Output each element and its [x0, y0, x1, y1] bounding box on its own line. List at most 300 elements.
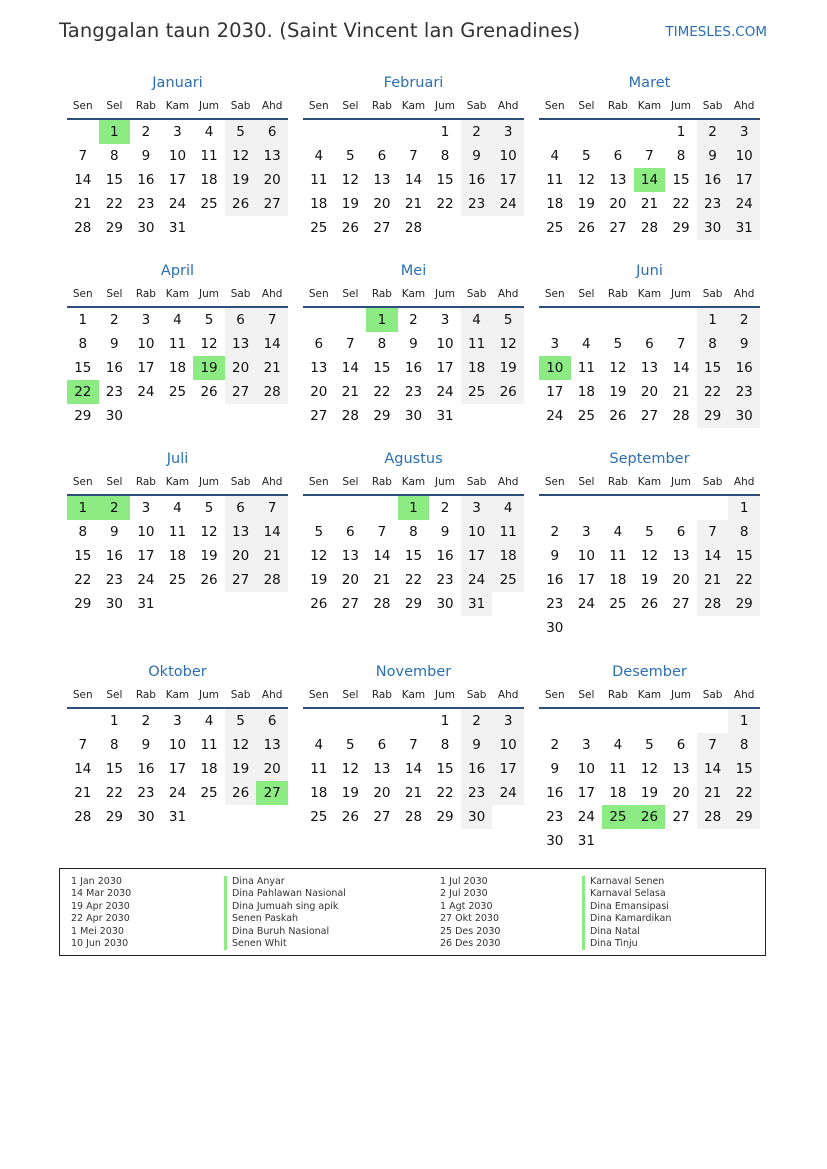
month-maret: [539, 72, 760, 260]
day-cell: 14: [74, 761, 92, 777]
weekday-label: Sel: [578, 100, 595, 112]
legend-entry: 1 Agt 2030: [440, 900, 493, 912]
weekday-label: Ahd: [261, 288, 283, 300]
empty-cell: [571, 709, 603, 733]
weekday-label: Kam: [401, 288, 426, 300]
day-cell: 31: [461, 592, 493, 616]
empty-cell: [697, 496, 729, 520]
week-row: [303, 144, 524, 168]
legend-entry: 1 Jan 2030: [71, 876, 122, 887]
legend-entry: 10 Jun 2030: [71, 938, 129, 950]
day-cell: 8: [78, 524, 88, 540]
day-cell: 6: [225, 308, 257, 332]
day-cell: 7: [645, 148, 654, 164]
day-cell: 25: [310, 809, 328, 825]
holiday-day-cell: 14: [634, 168, 666, 192]
holiday-day-cell: 1: [99, 120, 131, 144]
month-januari: [67, 72, 288, 260]
day-cell: 2: [697, 120, 729, 144]
day-cell: 12: [225, 733, 257, 757]
day-cell: 26: [200, 572, 218, 588]
day-cell: 13: [640, 360, 659, 376]
day-cell: 3: [492, 120, 524, 144]
day-cell: 18: [168, 360, 187, 376]
day-cell: 27: [310, 408, 328, 424]
weekday-label: Rab: [371, 100, 392, 112]
empty-cell: [335, 709, 367, 733]
day-cell: 2: [141, 124, 151, 140]
month-name: Mei: [400, 263, 427, 279]
day-cell: 11: [200, 148, 218, 164]
day-cell: 25: [200, 785, 218, 801]
day-cell: 14: [373, 548, 391, 564]
day-cell: 14: [256, 332, 288, 356]
day-cell: 27: [373, 220, 391, 236]
day-cell: 16: [546, 572, 564, 588]
day-cell: 15: [728, 757, 760, 781]
day-cell: 10: [577, 548, 595, 564]
day-cell: 21: [341, 384, 359, 400]
day-cell: 27: [609, 220, 627, 236]
day-cell: 21: [640, 196, 659, 212]
day-cell: 21: [697, 568, 729, 592]
weekday-label: Sen: [544, 476, 565, 488]
day-cell: 10: [492, 733, 524, 757]
day-cell: 17: [137, 548, 155, 564]
day-cell: 11: [310, 761, 328, 777]
empty-cell: [634, 829, 666, 853]
empty-cell: [665, 616, 697, 640]
day-cell: 17: [728, 168, 760, 192]
empty-cell: [303, 496, 335, 520]
holiday-day-cell: 1: [67, 496, 99, 520]
empty-cell: [398, 709, 430, 733]
week-row: [67, 356, 288, 380]
day-cell: 2: [461, 120, 493, 144]
day-cell: 27: [640, 408, 659, 424]
week-row: [67, 308, 288, 332]
day-cell: 14: [672, 360, 690, 376]
weekday-label: Jum: [199, 288, 220, 300]
day-cell: 15: [105, 172, 123, 188]
week-row: [67, 168, 288, 192]
weekday-label: Sab: [466, 100, 487, 112]
day-cell: 26: [225, 192, 257, 216]
weekday-label: Rab: [135, 100, 156, 112]
day-cell: 23: [105, 384, 123, 400]
weekday-label: Rab: [371, 689, 392, 701]
day-cell: 8: [377, 336, 387, 352]
day-cell: 23: [137, 785, 155, 801]
day-cell: 16: [461, 757, 493, 781]
empty-cell: [256, 404, 288, 428]
week-row: [303, 308, 524, 332]
day-cell: 14: [74, 172, 92, 188]
empty-cell: [225, 592, 257, 616]
day-cell: 31: [728, 216, 760, 240]
day-cell: 3: [461, 496, 493, 520]
weekday-label: Kam: [165, 100, 190, 112]
weekday-label: Sab: [466, 689, 487, 701]
day-cell: 7: [256, 308, 288, 332]
day-cell: 18: [310, 785, 328, 801]
day-cell: 15: [404, 548, 423, 564]
day-cell: 21: [404, 785, 423, 801]
month-name: Desember: [612, 664, 687, 680]
day-cell: 24: [461, 568, 493, 592]
day-cell: 16: [137, 761, 155, 777]
day-cell: 19: [341, 785, 359, 801]
day-cell: 18: [492, 544, 524, 568]
week-row: [303, 733, 524, 757]
day-cell: 1: [440, 124, 450, 140]
day-cell: 26: [200, 384, 218, 400]
week-row: [67, 781, 288, 805]
weekday-header: [67, 94, 288, 120]
holiday-day-cell: 26: [634, 805, 666, 829]
day-cell: 11: [609, 548, 627, 564]
weekday-label: Rab: [607, 288, 628, 300]
weekday-label: Ahd: [497, 288, 519, 300]
day-cell: 11: [168, 336, 187, 352]
week-row: [303, 216, 524, 240]
week-row: [303, 120, 524, 144]
empty-cell: [634, 308, 666, 332]
weekday-label: Ahd: [733, 689, 755, 701]
month-name: Maret: [628, 75, 671, 91]
empty-cell: [697, 709, 729, 733]
weekday-label: Sel: [106, 288, 123, 300]
day-cell: 20: [672, 785, 690, 801]
day-cell: 5: [582, 148, 591, 164]
day-cell: 7: [377, 524, 387, 540]
day-cell: 28: [697, 592, 729, 616]
month-mei: [303, 260, 524, 448]
day-cell: 2: [461, 709, 493, 733]
day-cell: 20: [256, 757, 288, 781]
day-cell: 29: [672, 220, 690, 236]
weekday-label: Sen: [72, 288, 93, 300]
day-cell: 11: [577, 360, 595, 376]
week-row: [67, 332, 288, 356]
holiday-legend: [59, 868, 766, 956]
week-row: [539, 520, 760, 544]
day-cell: 25: [609, 596, 627, 612]
day-cell: 23: [105, 572, 123, 588]
weekday-header: [303, 282, 524, 308]
day-cell: 22: [728, 781, 760, 805]
empty-cell: [162, 592, 194, 616]
week-row: [303, 568, 524, 592]
day-cell: 29: [105, 220, 123, 236]
day-cell: 3: [173, 713, 182, 729]
page-title: Tanggalan taun 2030. (Saint Vincent lan Grenadines): [59, 19, 581, 42]
month-name: Agustus: [384, 451, 443, 467]
empty-cell: [697, 829, 729, 853]
weekday-label: Ahd: [733, 100, 755, 112]
empty-cell: [366, 709, 398, 733]
day-cell: 1: [440, 713, 450, 729]
day-cell: 13: [310, 360, 328, 376]
day-cell: 4: [550, 148, 560, 164]
empty-cell: [303, 308, 335, 332]
day-cell: 10: [137, 336, 155, 352]
day-cell: 28: [404, 809, 423, 825]
day-cell: 22: [373, 384, 391, 400]
brand-link[interactable]: TIMESLES.COM: [665, 24, 767, 40]
empty-cell: [461, 404, 493, 428]
month-name: Oktober: [148, 664, 207, 680]
weekday-header: [539, 94, 760, 120]
holiday-day-cell: 2: [99, 496, 131, 520]
week-row: [67, 120, 288, 144]
legend-entry: Dina Buruh Nasional: [224, 926, 346, 938]
weekday-label: Jum: [671, 288, 692, 300]
day-cell: 1: [676, 124, 686, 140]
day-cell: 25: [168, 384, 187, 400]
day-cell: 21: [256, 544, 288, 568]
day-cell: 11: [609, 761, 627, 777]
weekday-header: [539, 282, 760, 308]
day-cell: 12: [310, 548, 328, 564]
day-cell: 22: [672, 196, 690, 212]
day-cell: 20: [672, 572, 690, 588]
day-cell: 25: [200, 196, 218, 212]
week-row: [539, 757, 760, 781]
month-name: Februari: [383, 75, 444, 91]
week-row: [303, 781, 524, 805]
day-cell: 12: [341, 172, 359, 188]
day-cell: 5: [314, 524, 324, 540]
legend-entry: 25 Des 2030: [440, 925, 501, 937]
empty-cell: [634, 709, 666, 733]
weekday-label: Sab: [702, 288, 723, 300]
month-april: [67, 260, 288, 448]
month-juli: [67, 448, 288, 661]
week-row: [67, 404, 288, 428]
day-cell: 24: [577, 809, 595, 825]
weekday-label: Rab: [371, 288, 392, 300]
legend-entry: Dina Natal: [582, 926, 671, 938]
day-cell: 10: [137, 524, 155, 540]
week-row: [539, 332, 760, 356]
day-cell: 19: [310, 572, 328, 588]
month-oktober: [67, 661, 288, 853]
holiday-day-cell: 22: [67, 380, 99, 404]
weekday-label: Kam: [401, 476, 426, 488]
weekday-label: Rab: [607, 476, 628, 488]
day-cell: 28: [74, 220, 92, 236]
weekday-label: Jum: [435, 100, 456, 112]
weekday-label: Kam: [165, 288, 190, 300]
day-cell: 24: [546, 408, 564, 424]
day-cell: 12: [341, 761, 359, 777]
day-cell: 29: [74, 408, 92, 424]
day-cell: 2: [110, 312, 119, 328]
day-cell: 25: [492, 568, 524, 592]
weekday-label: Sab: [466, 476, 487, 488]
day-cell: 4: [492, 496, 524, 520]
weekday-label: Jum: [671, 100, 692, 112]
empty-cell: [602, 829, 634, 853]
day-cell: 4: [613, 524, 623, 540]
weekday-label: Sab: [702, 476, 723, 488]
day-cell: 16: [404, 360, 423, 376]
empty-cell: [303, 709, 335, 733]
empty-cell: [67, 120, 99, 144]
day-cell: 17: [168, 172, 187, 188]
month-februari: [303, 72, 524, 260]
day-cell: 15: [74, 548, 92, 564]
day-cell: 21: [672, 384, 690, 400]
day-cell: 25: [168, 572, 187, 588]
week-row: [539, 120, 760, 144]
empty-cell: [225, 404, 257, 428]
day-cell: 14: [697, 544, 729, 568]
legend-entry: Dina Emansipasi: [582, 901, 671, 913]
day-cell: 1: [78, 312, 88, 328]
day-cell: 28: [672, 408, 690, 424]
day-cell: 28: [341, 408, 359, 424]
day-cell: 16: [105, 360, 123, 376]
weekday-label: Kam: [637, 476, 662, 488]
weekday-label: Sab: [702, 689, 723, 701]
empty-cell: [602, 496, 634, 520]
day-cell: 5: [645, 737, 654, 753]
legend-entry: Senen Whit: [224, 938, 346, 950]
month-name: April: [160, 263, 195, 279]
week-row: [303, 757, 524, 781]
legend-entry: 1 Jul 2030: [440, 876, 488, 887]
day-cell: 9: [461, 733, 493, 757]
day-cell: 31: [577, 833, 595, 849]
day-cell: 22: [697, 380, 729, 404]
month-september: [539, 448, 760, 661]
day-cell: 30: [546, 620, 564, 636]
holiday-day-cell: 19: [193, 356, 225, 380]
weekday-label: Sel: [342, 689, 359, 701]
day-cell: 15: [697, 356, 729, 380]
day-cell: 22: [105, 785, 123, 801]
day-cell: 4: [314, 737, 324, 753]
day-cell: 23: [728, 380, 760, 404]
day-cell: 16: [546, 785, 564, 801]
day-cell: 10: [461, 520, 493, 544]
day-cell: 8: [728, 733, 760, 757]
day-cell: 7: [256, 496, 288, 520]
week-row: [539, 496, 760, 520]
legend-entry: Dina Pahlawan Nasional: [224, 888, 346, 900]
week-row: [303, 356, 524, 380]
day-cell: 24: [137, 572, 155, 588]
legend-entry: Karnaval Selasa: [582, 888, 671, 900]
day-cell: 20: [341, 572, 359, 588]
day-cell: 3: [582, 737, 591, 753]
legend-names-right: [582, 876, 671, 950]
day-cell: 16: [137, 172, 155, 188]
empty-cell: [193, 404, 225, 428]
day-cell: 28: [640, 220, 659, 236]
empty-cell: [162, 404, 194, 428]
week-row: [303, 192, 524, 216]
day-cell: 13: [256, 144, 288, 168]
month-juni: [539, 260, 760, 448]
day-cell: 9: [141, 737, 151, 753]
week-row: [539, 544, 760, 568]
month-desember: [539, 661, 760, 853]
day-cell: 28: [697, 805, 729, 829]
day-cell: 2: [440, 500, 450, 516]
day-cell: 15: [728, 544, 760, 568]
week-row: [67, 757, 288, 781]
empty-cell: [539, 496, 571, 520]
weekday-label: Sab: [230, 100, 251, 112]
day-cell: 10: [492, 144, 524, 168]
week-row: [303, 380, 524, 404]
weekday-header: [67, 282, 288, 308]
day-cell: 9: [440, 524, 450, 540]
legend-names-left: [224, 876, 346, 950]
empty-cell: [539, 709, 571, 733]
weekday-label: Sen: [544, 100, 565, 112]
day-cell: 29: [697, 404, 729, 428]
empty-cell: [492, 216, 524, 240]
week-row: [303, 168, 524, 192]
day-cell: 19: [225, 757, 257, 781]
weekday-header: [303, 683, 524, 709]
day-cell: 18: [609, 572, 627, 588]
weekday-label: Sel: [578, 689, 595, 701]
day-cell: 8: [728, 520, 760, 544]
day-cell: 18: [461, 356, 493, 380]
day-cell: 6: [645, 336, 654, 352]
weekday-label: Sab: [230, 476, 251, 488]
day-cell: 28: [373, 596, 391, 612]
day-cell: 17: [436, 360, 454, 376]
weekday-label: Ahd: [497, 689, 519, 701]
day-cell: 22: [105, 196, 123, 212]
day-cell: 10: [168, 148, 187, 164]
day-cell: 19: [577, 196, 595, 212]
empty-cell: [634, 616, 666, 640]
weekday-label: Jum: [199, 100, 220, 112]
weekday-header: [539, 470, 760, 496]
day-cell: 15: [373, 360, 391, 376]
day-cell: 11: [200, 737, 218, 753]
day-cell: 3: [440, 312, 450, 328]
day-cell: 15: [74, 360, 92, 376]
week-row: [303, 496, 524, 520]
day-cell: 3: [728, 120, 760, 144]
day-cell: 19: [492, 356, 524, 380]
weekday-label: Sel: [106, 100, 123, 112]
empty-cell: [602, 709, 634, 733]
day-cell: 26: [310, 596, 328, 612]
week-row: [67, 380, 288, 404]
weekday-label: Ahd: [497, 476, 519, 488]
day-cell: 1: [697, 308, 729, 332]
day-cell: 8: [409, 524, 418, 540]
weekday-label: Rab: [135, 689, 156, 701]
empty-cell: [335, 120, 367, 144]
day-cell: 19: [200, 548, 218, 564]
day-cell: 27: [672, 596, 690, 612]
day-cell: 7: [676, 336, 686, 352]
empty-cell: [539, 120, 571, 144]
day-cell: 17: [492, 168, 524, 192]
day-cell: 31: [137, 596, 155, 612]
day-cell: 10: [436, 336, 454, 352]
